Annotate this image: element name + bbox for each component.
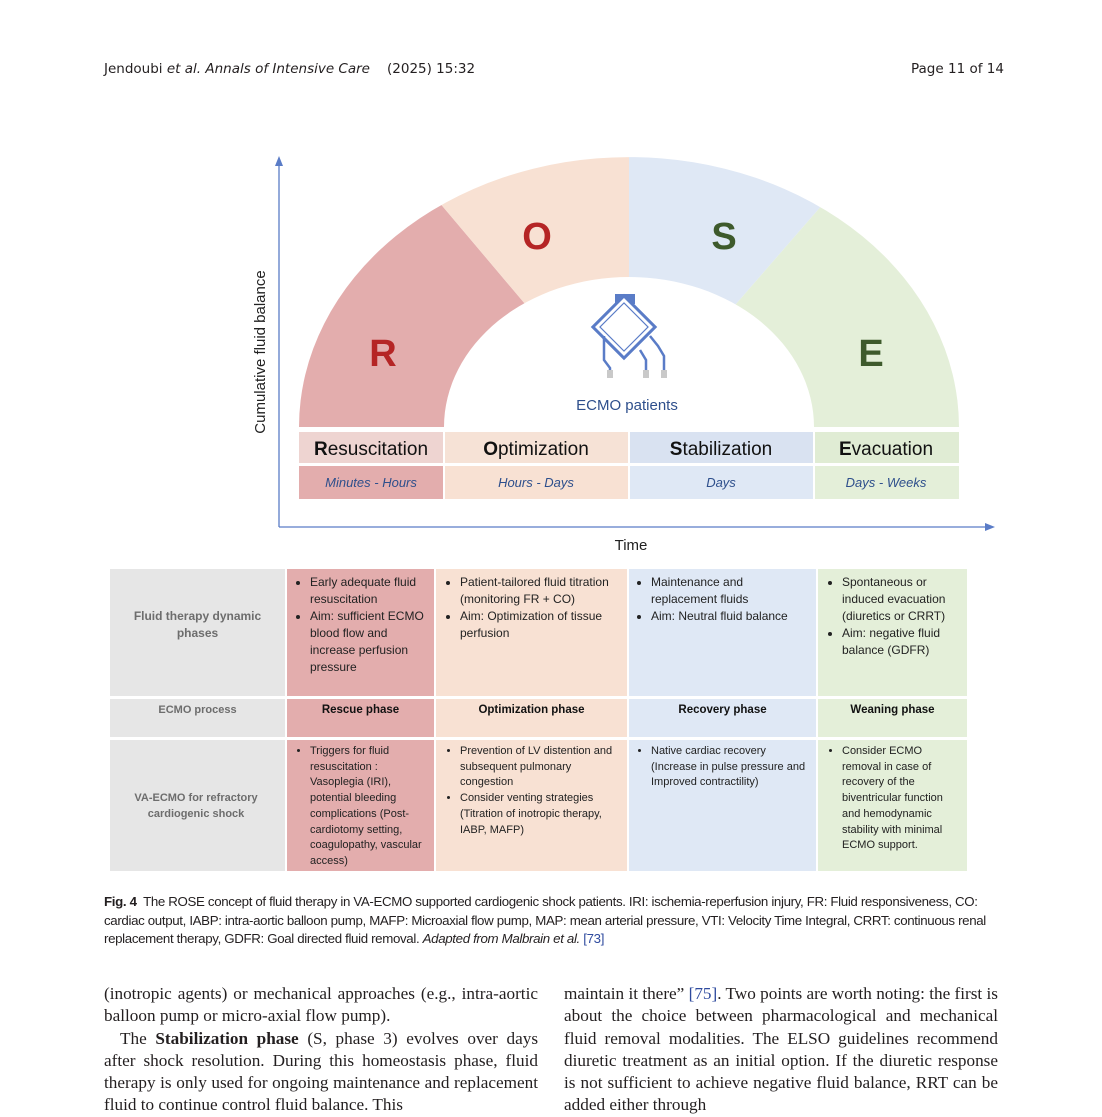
row1-text-r [294,574,432,676]
phase-rest-o: ptimization [497,439,589,460]
body-text: The [120,1028,147,1048]
list-item: • Maintenance and replacement fluids [651,574,811,608]
list-item: • Aim: sufficient ECMO blood flow and increase perfusion pressure [310,608,432,676]
body-text: . Two points are worth noting: the first is about the choice between pharmacological and mechanical fluid removal modalities. The ELSO guidelines recommend diuretic treatment as an initial option. If the diuretic response is not sufficient to achieve negative fluid balance, RRT can be added either through [564,984,998,1115]
ecmo-process-weaning: Weaning phase [850,704,935,716]
row1-text-o [444,574,622,642]
ecmo-device-icon [593,294,667,378]
y-axis-label: Cumulative fluid balance [252,270,269,434]
list-item: • Prevention of LV distention and subsequent pulmonary congestion [460,744,624,791]
row1-text-s [635,574,811,625]
phase-rest-r: esuscitation [327,439,429,460]
phase-rest-e: vacuation [851,439,934,460]
duration-r: Minutes - Hours [325,475,417,490]
list-item: • Aim: Neutral fluid balance [651,608,811,625]
header-journal: Annals of Intensive Care [205,61,370,77]
row-label-va-ecmo: VA-ECMO for refractory cardiogenic shock [134,792,258,820]
phase-name-optimization [483,439,589,460]
row3-text-r [294,744,430,870]
caption-text: The ROSE concept of fluid therapy in VA-ECMO supported cardiogenic shock patients. IRI: ischemia-reperfusion injury, FR: Fluid responsiveness, CO: cardiac output, IABP: intra-aortic balloon pump, MAFP: Microaxial flow pump, MAP: mean arterial pressure, VTI: Velocity Time Integral, CRRT: continuous renal replacement therapy, GDFR: Goal directed fluid removal. [104,894,986,946]
header-authors: Jendoubi [104,61,163,77]
body-text: (S, phase 3) evolves over days after shock resolution. During this homeostasis phase, fluid therapy is only used for ongoing maintenance and replacement fluid to continue control fluid balance. This [104,1028,539,1115]
x-axis-label: Time [614,537,648,554]
ecmo-patients-label: ECMO patients [576,397,678,414]
ecmo-process-recovery: Recovery phase [678,704,767,716]
header-page-number: Page 11 of 14 [911,61,1004,77]
list-item: • Native cardiac recovery (Increase in pulse pressure and Improved contractility) [651,744,811,791]
arch-letter-o: O [522,216,552,258]
arch-letter-e: E [858,333,884,375]
caption-label: Fig. 4 [104,894,137,909]
row1-text-e [826,574,964,659]
y-axis-arrowhead [275,156,283,166]
row3-text-e [826,744,958,854]
ecmo-process-rescue: Rescue phase [321,704,400,716]
phase-initial-o: O [483,439,498,460]
list-item: • Patient-tailored fluid titration (monitoring FR + CO) [460,574,622,608]
rose-arch [200,140,1060,427]
list-item: • Spontaneous or induced evacuation (diuretics or CRRT) [842,574,964,625]
list-item: • Aim: Optimization of tissue perfusion [460,608,622,642]
body-reference-link[interactable]: [75] [688,984,718,1003]
body-column-right [564,983,998,1117]
phase-initial-r: R [313,439,328,460]
body-bold-term: Stabilization phase [155,1028,299,1048]
list-item: • Early adequate fluid resuscitation [310,574,432,608]
body-paragraph: (inotropic agents) or mechanical approaches (e.g., intra-aortic balloon pump or micro-axial flow pump). [104,984,538,1026]
list-item: • Consider ECMO removal in case of recovery of the biventricular function and hemodynamic stability with minimal ECMO support. [842,744,958,854]
figure-caption [104,893,997,949]
body-paragraph [564,983,998,1117]
list-item: • Aim: negative fluid balance (GDFR) [842,625,964,659]
list-item: • Triggers for fluid resuscitation : Vasoplegia (IRI), potential bleeding complications (Post-cardiotomy setting, coagulopathy, vascular access) [310,744,430,870]
row3-text-s [635,744,811,791]
phase-initial-s: S [669,439,683,460]
phase-name-stabilization [670,439,772,460]
ecmo-process-optimization: Optimization phase [478,704,585,716]
header-etal: et al. [166,61,202,77]
caption-reference-link[interactable]: [73] [583,931,605,946]
header-year-volume: (2025) 15:32 [387,61,476,77]
body-paragraph [104,1028,538,1117]
x-axis-arrowhead [985,523,995,531]
row-label-fluid-therapy: Fluid therapy dynamic phases [133,609,262,640]
duration-e: Days - Weeks [845,475,927,490]
body-column-left [104,983,538,1117]
arch-letter-r: R [369,333,397,375]
caption-adapted: Adapted from Malbrain et al. [422,931,580,946]
arch-letter-s: S [711,216,737,258]
phase-initial-e: E [838,439,852,460]
duration-s: Days [706,475,736,490]
duration-o: Hours - Days [498,475,574,490]
phase-rest-s: tabilization [682,439,773,460]
list-item: • Consider venting strategies (Titration of inotropic therapy, IABP, MAFP) [460,791,624,838]
phase-name-evacuation [839,439,933,460]
row3-text-o [444,744,624,838]
row-label-ecmo-process: ECMO process [158,704,237,716]
body-text: maintain it there” [564,984,685,1003]
phase-name-resuscitation [314,439,428,460]
